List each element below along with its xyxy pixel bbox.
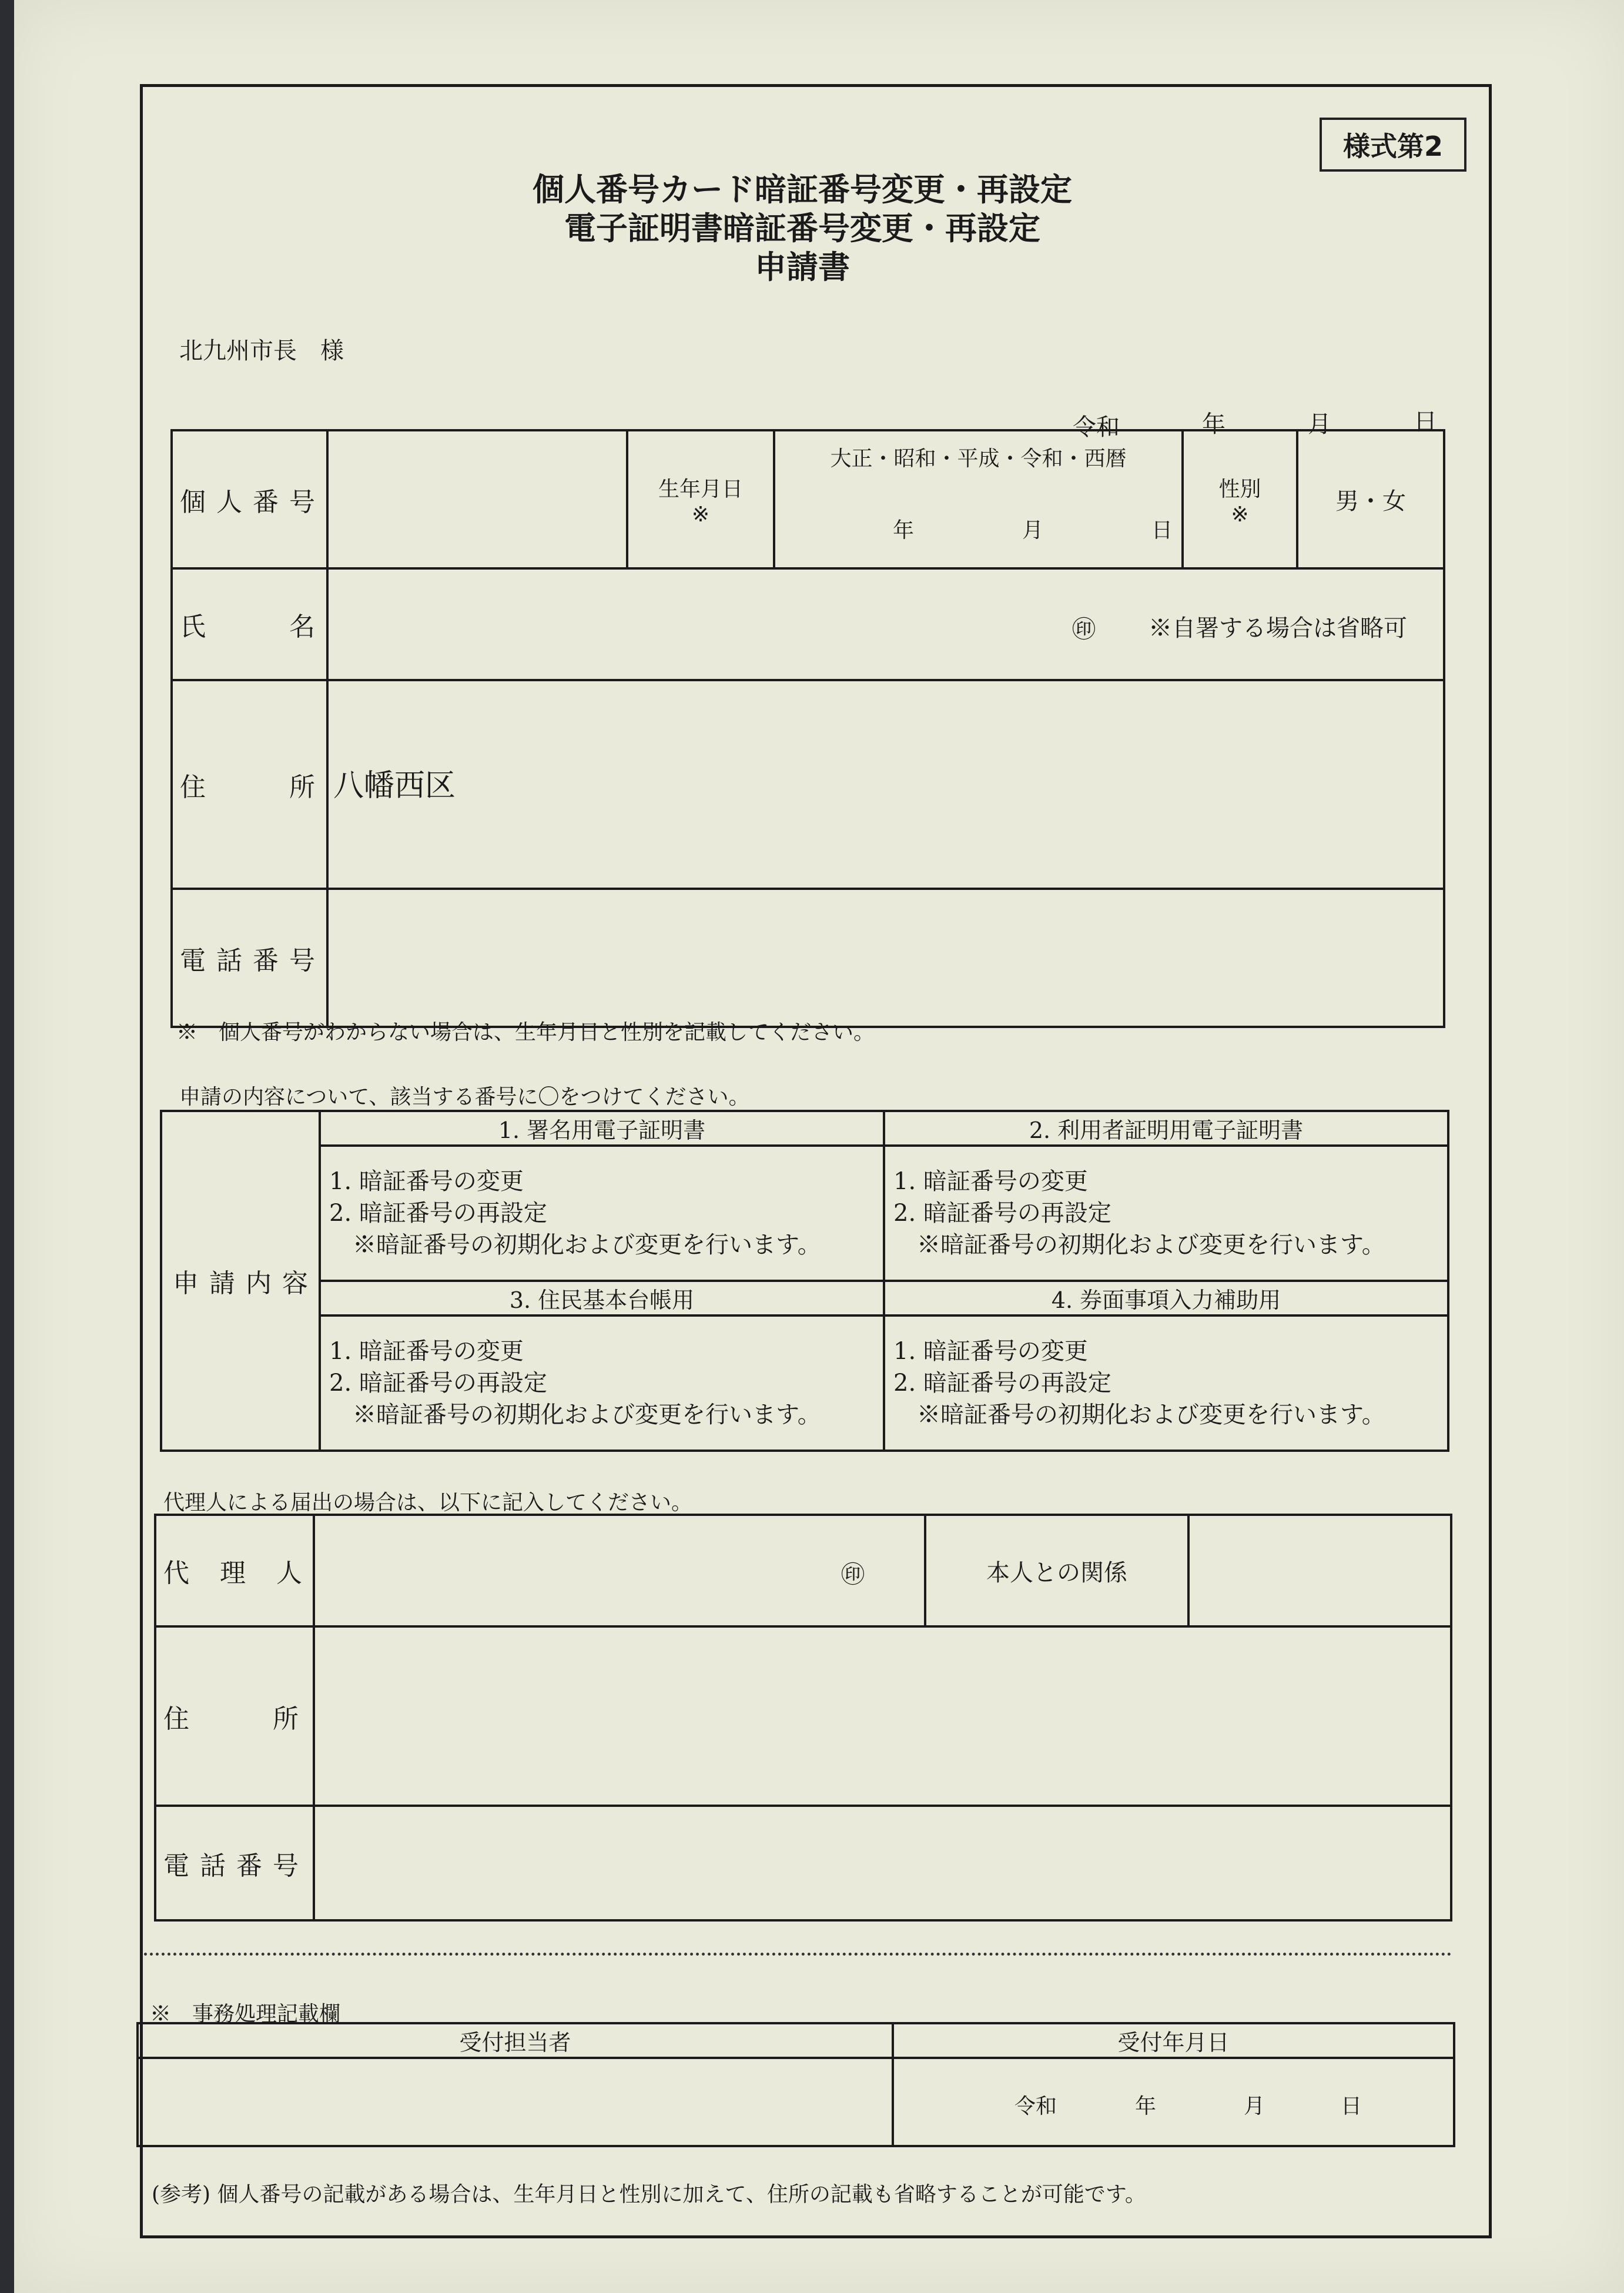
- phone-label: 電話番号: [180, 945, 326, 976]
- received-month: 月: [1244, 2094, 1265, 2118]
- form-number-box: [1320, 118, 1466, 172]
- addressee: 北九州市長 様: [179, 337, 344, 364]
- address-field[interactable]: [327, 680, 1444, 889]
- section-1-heading: 1. 署名用電子証明書: [320, 1111, 884, 1146]
- date-day: 日: [1414, 409, 1437, 436]
- section-3-note: ※暗証番号の初期化および変更を行います。: [353, 1401, 821, 1428]
- dob-day: 日: [1151, 518, 1173, 543]
- applicant-table: [170, 429, 1445, 1028]
- office-title: ※ 事務処理記載欄: [150, 2002, 341, 2026]
- dob-label: 生年月日: [658, 477, 743, 501]
- received-day: 日: [1341, 2094, 1362, 2118]
- dob-year: 年: [893, 518, 915, 543]
- phone-label-cell: [172, 889, 327, 1027]
- section-4-option-reset[interactable]: 2. 暗証番号の再設定: [893, 1370, 1111, 1397]
- relation-field[interactable]: [1188, 1515, 1451, 1626]
- section-3-option-change[interactable]: 1. 暗証番号の変更: [329, 1338, 524, 1365]
- section-2-heading: 2. 利用者証明用電子証明書: [884, 1111, 1448, 1146]
- received-era: 令和: [1014, 2094, 1057, 2118]
- address-label: 住 所: [180, 772, 326, 802]
- request-label: 申請内容: [173, 1268, 319, 1298]
- section-2-options: [884, 1146, 1448, 1281]
- title-line-2: 電子証明書暗証番号変更・再設定: [564, 210, 1040, 247]
- agent-seal: ㊞: [841, 1561, 865, 1588]
- section-1-option-change[interactable]: 1. 暗証番号の変更: [329, 1168, 524, 1195]
- dob-field[interactable]: [774, 430, 1183, 568]
- date-era: 令和: [1073, 414, 1120, 441]
- agent-label: 代 理 人: [163, 1558, 304, 1588]
- request-instruction: 申請の内容について、該当する番号に〇をつけてください。: [179, 1085, 750, 1109]
- section-1-note: ※暗証番号の初期化および変更を行います。: [353, 1231, 821, 1258]
- staff-field[interactable]: [138, 2058, 893, 2146]
- agent-table: [154, 1514, 1452, 1922]
- section-3-option-reset[interactable]: 2. 暗証番号の再設定: [329, 1370, 547, 1397]
- my-number-label-cell: [172, 430, 327, 568]
- section-4-heading: 4. 券面事項入力補助用: [884, 1281, 1448, 1315]
- section-4-options: [884, 1315, 1448, 1451]
- agent-address-label: 住 所: [163, 1703, 309, 1734]
- date-month: 月: [1308, 411, 1331, 438]
- section-2-option-reset[interactable]: 2. 暗証番号の再設定: [893, 1200, 1111, 1227]
- dob-label-cell: [627, 430, 774, 568]
- seal-note: ※自署する場合は省略可: [1148, 615, 1407, 642]
- title-line-3: 申請書: [755, 249, 850, 286]
- address-label-cell: [172, 680, 327, 889]
- note-missing-number: ※ 個人番号がわからない場合は、生年月日と性別を記載してください。: [176, 1020, 875, 1045]
- sex-mark: ※: [1231, 502, 1249, 527]
- phone-field[interactable]: [327, 889, 1444, 1027]
- name-label: 氏 名: [180, 612, 326, 642]
- section-3-heading: 3. 住民基本台帳用: [320, 1281, 884, 1315]
- agent-phone-field[interactable]: [314, 1806, 1451, 1920]
- dob-eras[interactable]: 大正・昭和・平成・令和・西暦: [830, 447, 1127, 471]
- form-title: [470, 170, 1134, 287]
- relation-label: 本人との関係: [986, 1559, 1127, 1586]
- address-value[interactable]: 八幡西区: [333, 768, 456, 804]
- sex-field[interactable]: [1297, 430, 1444, 568]
- sex-options[interactable]: 男・女: [1335, 488, 1406, 515]
- agent-label-cell: [155, 1515, 314, 1626]
- section-3-options: [320, 1315, 884, 1451]
- sex-label-cell: [1183, 430, 1297, 568]
- cut-line: [144, 1953, 1452, 1956]
- section-4-option-change[interactable]: 1. 暗証番号の変更: [893, 1338, 1088, 1365]
- relation-label-cell: [925, 1515, 1188, 1626]
- date-year: 年: [1202, 411, 1225, 438]
- received-year: 年: [1135, 2094, 1157, 2118]
- section-4-note: ※暗証番号の初期化および変更を行います。: [917, 1401, 1385, 1428]
- office-table: [136, 2022, 1455, 2147]
- my-number-label: 個人番号: [180, 487, 326, 517]
- title-line-1: 個人番号カード暗証番号変更・再設定: [533, 171, 1072, 208]
- dob-mark: ※: [691, 502, 710, 527]
- agent-address-field[interactable]: [314, 1626, 1451, 1806]
- request-table: [160, 1110, 1449, 1452]
- request-label-cell: [161, 1111, 320, 1451]
- section-1-option-reset[interactable]: 2. 暗証番号の再設定: [329, 1200, 547, 1227]
- name-field[interactable]: [327, 568, 1444, 680]
- form-number: 様式第2: [1342, 130, 1443, 162]
- reference-note: (参考) 個人番号の記載がある場合は、生年月日と性別に加えて、住所の記載も省略することが可能です。: [152, 2182, 1146, 2207]
- dob-month: 月: [1022, 518, 1044, 543]
- agent-address-label-cell: [155, 1626, 314, 1806]
- agent-name-field[interactable]: [314, 1515, 925, 1626]
- name-label-cell: [172, 568, 327, 680]
- agent-phone-label-cell: [155, 1806, 314, 1920]
- my-number-field[interactable]: [327, 430, 627, 568]
- received-date-label: 受付年月日: [893, 2023, 1454, 2058]
- section-1-options: [320, 1146, 884, 1281]
- agent-instruction: 代理人による届出の場合は、以下に記入してください。: [163, 1491, 693, 1515]
- section-2-note: ※暗証番号の初期化および変更を行います。: [917, 1231, 1385, 1258]
- sex-label: 性別: [1218, 477, 1261, 501]
- applicant-seal: ㊞: [1072, 616, 1096, 643]
- agent-phone-label: 電話番号: [163, 1850, 309, 1881]
- staff-label: 受付担当者: [138, 2023, 893, 2058]
- received-date-field[interactable]: [893, 2058, 1454, 2146]
- section-2-option-change[interactable]: 1. 暗証番号の変更: [893, 1168, 1088, 1195]
